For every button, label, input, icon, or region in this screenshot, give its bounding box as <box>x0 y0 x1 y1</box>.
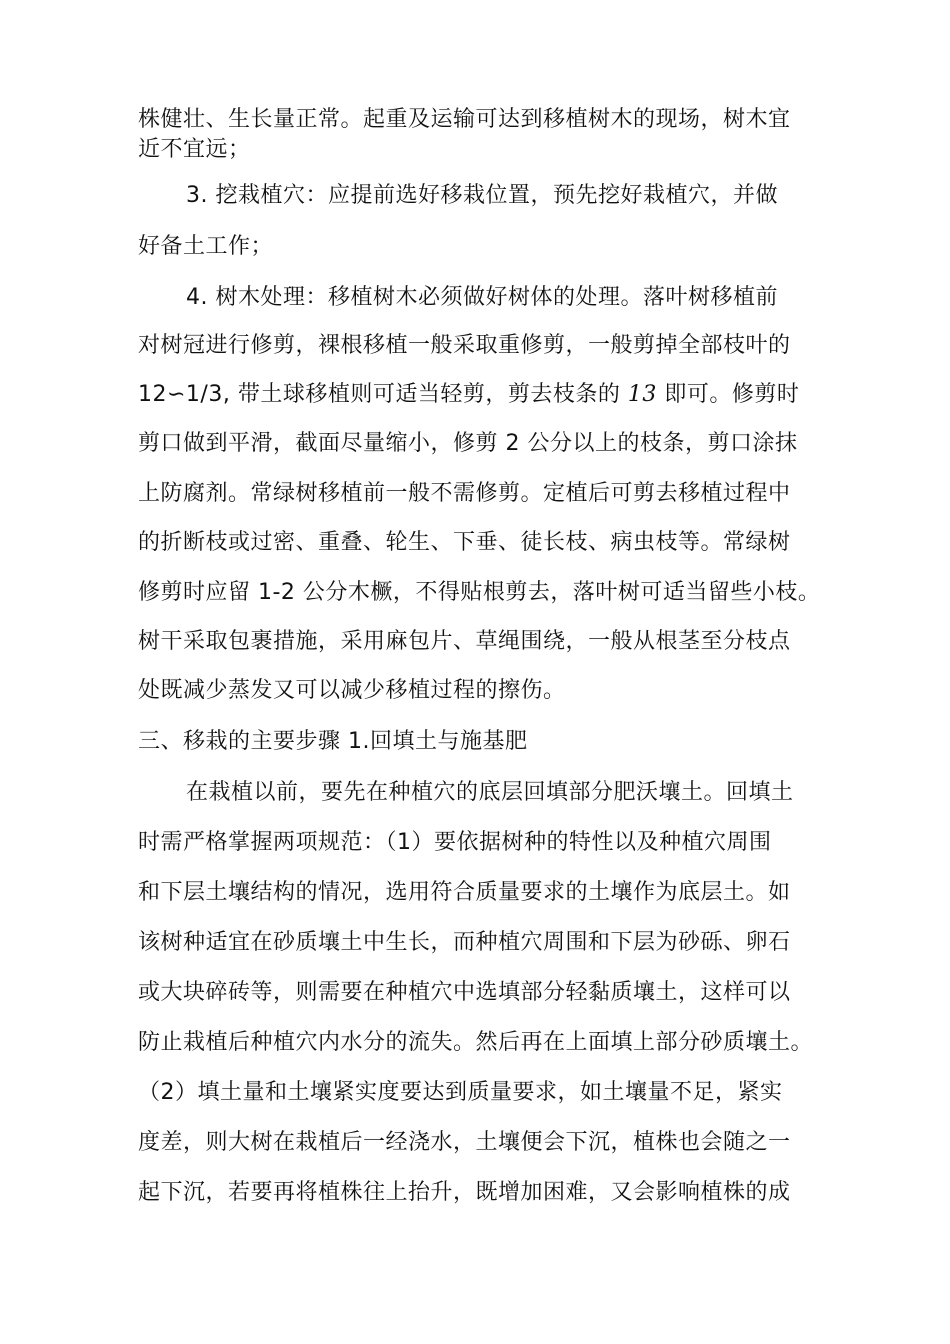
text-line: 起下沉，若要再将植株往上抬升，既增加困难，又会影响植株的成 <box>138 1180 791 1205</box>
text-line: 防止栽植后种植穴内水分的流失。然后再在上面填上部分砂质壤土。 <box>138 1030 814 1055</box>
text-line: 和下层土壤结构的情况，选用符合质量要求的土壤作为底层土。如 <box>138 880 791 905</box>
text-line: 在栽植以前，要先在种植穴的底层回填部分肥沃壤土。回填土 <box>186 780 794 805</box>
text-line: 树干采取包裹措施，采用麻包片、草绳围绕，一般从根茎至分枝点 <box>138 629 791 654</box>
section-heading: 三、移栽的主要步骤 1.回填土与施基肥 <box>138 729 528 754</box>
text-line: 近不宜远； <box>138 137 251 162</box>
text-line: 剪口做到平滑，截面尽量缩小，修剪 2 公分以上的枝条，剪口涂抹 <box>138 431 798 456</box>
text-line: 该树种适宜在砂质壤土中生长，而种植穴周围和下层为砂砾、卵石 <box>138 930 791 955</box>
text-line: 时需严格掌握两项规范：（1）要依据树种的特性以及种植穴周围 <box>138 830 772 855</box>
text-line: 上防腐剂。常绿树移植前一般不需修剪。定植后可剪去移植过程中 <box>138 481 791 506</box>
text-line: 株健壮、生长量正常。起重及运输可达到移植树木的现场，树木宜 <box>138 107 791 132</box>
text-line: 的折断枝或过密、重叠、轮生、下垂、徒长枝、病虫枝等。常绿树 <box>138 530 791 555</box>
text-line: （2）填土量和土壤紧实度要达到质量要求，如土壤量不足，紧实 <box>138 1080 783 1105</box>
text-line: 度差，则大树在栽植后一经浇水，土壤便会下沉，植株也会随之一 <box>138 1130 791 1155</box>
text-line: 好备土工作； <box>138 234 274 259</box>
text-segment: 12∽1/3, 带土球移植则可适当轻剪，剪去枝条的 <box>138 382 621 407</box>
text-line: 处既减少蒸发又可以减少移植过程的擦伤。 <box>138 678 566 703</box>
text-line: 或大块碎砖等，则需要在种植穴中选填部分轻黏质壤土，这样可以 <box>138 980 791 1005</box>
text-line: 对树冠进行修剪，裸根移植一般采取重修剪，一般剪掉全部枝叶的 <box>138 333 791 358</box>
text-line: 4. 树木处理：移植树木必须做好树体的处理。落叶树移植前 <box>186 285 778 310</box>
text-line-mixed <box>138 381 799 409</box>
fraction-text: 13 <box>627 382 657 407</box>
text-segment: 即可。修剪时 <box>664 382 800 407</box>
text-line: 修剪时应留 1-2 公分木橛，不得贴根剪去，落叶树可适当留些小枝。 <box>138 580 821 605</box>
text-line: 3. 挖栽植穴：应提前选好移栽位置，预先挖好栽植穴，并做 <box>186 183 778 208</box>
